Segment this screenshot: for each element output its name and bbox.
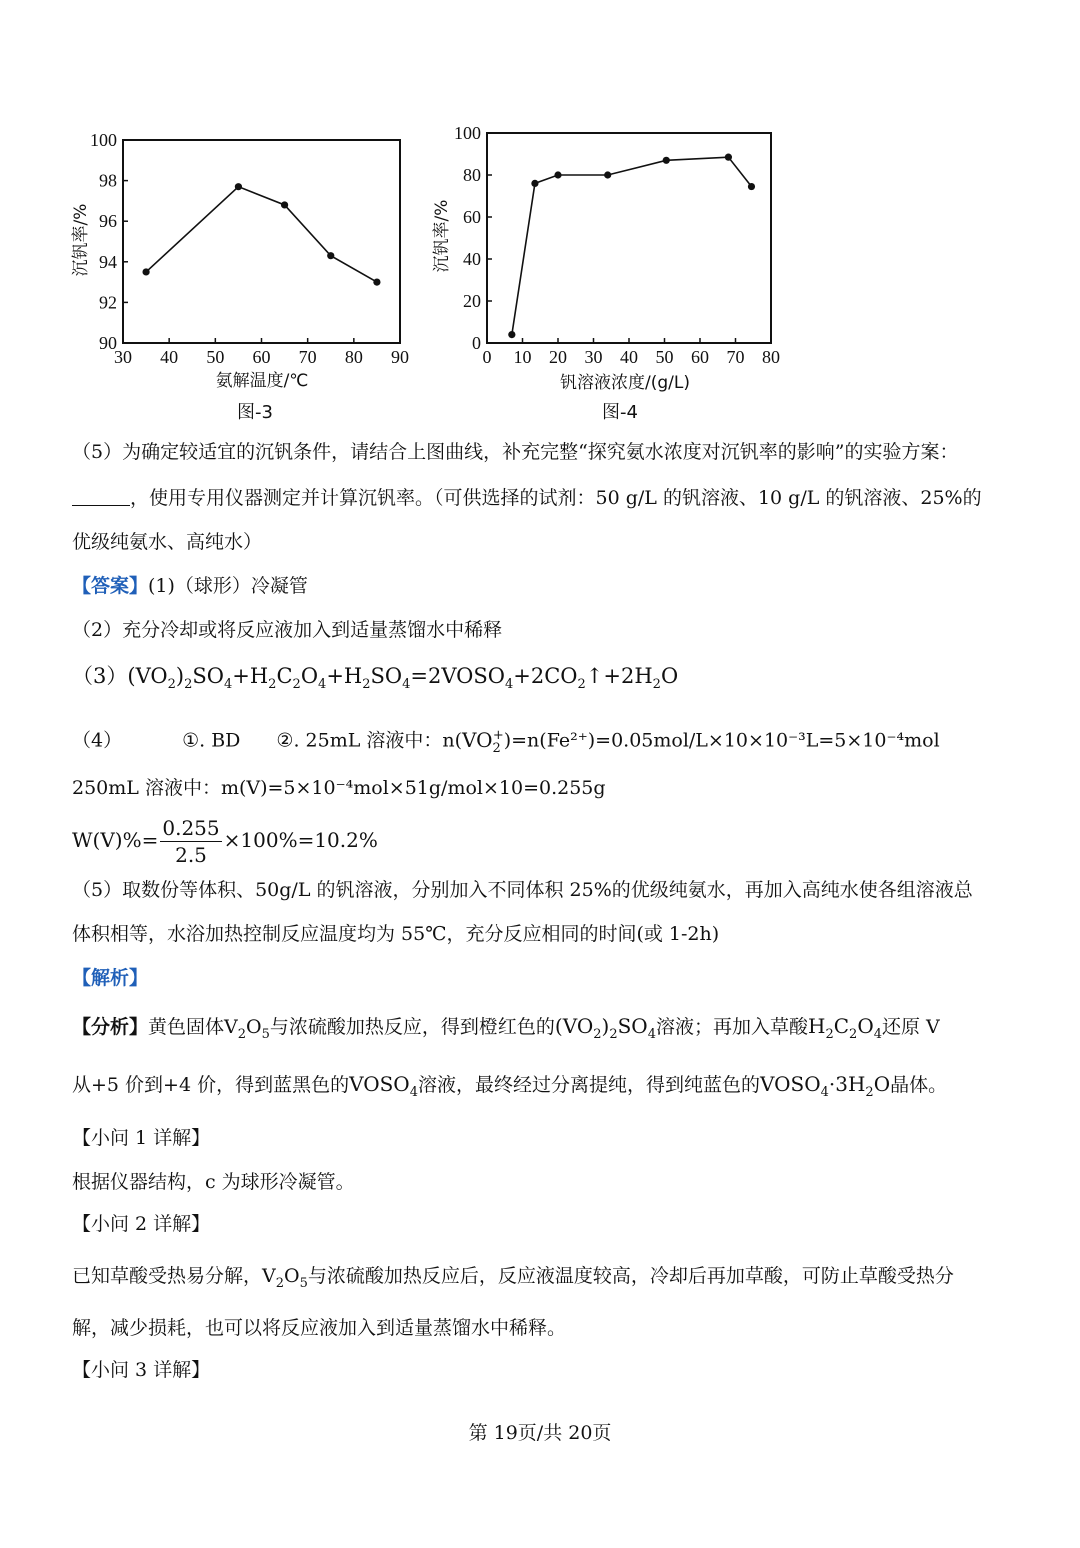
fenxi-line2-3: 晶体。: [890, 1074, 948, 1096]
fig4-xtick-label-30: 30: [584, 347, 603, 367]
answer-4-w: [72, 812, 378, 868]
fig4-ytick-label-80: 80: [463, 165, 481, 185]
sub1-tag: 【小问 1 详解】: [72, 1127, 211, 1149]
page-footer: 第 19页/共 20页: [468, 1422, 612, 1444]
vo2-plus: $VO_2^+$: [462, 727, 504, 756]
fig4-ytick-label-20: 20: [463, 291, 481, 311]
fig4-ylabel: 沉钒率/%: [432, 199, 452, 273]
answer-4-part2-prefix: ②. 25mL 溶液中：n(: [276, 729, 463, 752]
answer-4: [72, 724, 940, 761]
fig3-xlabel: 氨解温度/℃: [215, 371, 309, 391]
fig4-ytick-label-0: 0: [472, 333, 481, 353]
answer-3-prefix: （3）: [72, 664, 128, 688]
fig4-xlabel: 钒溶液浓度/(g/L): [560, 373, 690, 393]
fig3-ytick-label-96: 96: [99, 211, 117, 232]
answer-5-line1: （5）取数份等体积、50g/L 的钒溶液，分别加入不同体积 25%的优级纯氨水，再加入高纯水使各组溶液总: [72, 879, 973, 901]
answer-1: (1)（球形）冷凝管: [148, 575, 308, 597]
chart-fig3-svg: [0, 0, 1080, 430]
answer-3-equation: $(VO_2)_2SO_4+H_2C_2O_4+H_2SO_4=2VOSO_4+2CO_2↑+2H_2O$: [127, 664, 679, 693]
fig4-frame: [487, 133, 771, 343]
analysis-tag-label: 【解析】: [72, 967, 149, 989]
fig4-xtick-label-60: 60: [691, 347, 709, 367]
fig3-point-0: [142, 268, 149, 275]
q5-line2-text: ，使用专用仪器测定并计算沉钒率。（可供选择的试剂：50 g/L 的钒溶液、10 g/L 的钒溶液、25%的: [130, 487, 982, 509]
fig4-xtick-label-50: 50: [655, 347, 674, 367]
fig3-point-1: [235, 183, 242, 190]
vo2-2-so4-formula: $(VO_2)_2SO_4$: [554, 1014, 656, 1042]
fig4-xtick-label-10: 10: [513, 347, 532, 367]
sub2-tag: 【小问 2 详解】: [72, 1213, 211, 1235]
sub2-line1-b: 与浓硫酸加热反应后，反应液温度较高，冷却后再加草酸，可防止草酸受热分: [307, 1265, 954, 1287]
fig4-point-2: [554, 171, 561, 178]
q5-line2: [72, 486, 982, 510]
fig3-ylabel: 沉钒率/%: [71, 203, 91, 277]
fig4-ytick-label-60: 60: [463, 207, 481, 227]
fig3-ytick-label-92: 92: [99, 292, 117, 313]
answer-blank[interactable]: [72, 487, 130, 506]
fig4-xtick-label-80: 80: [762, 347, 780, 367]
w-fraction: [160, 815, 221, 868]
fig3-point-2: [281, 201, 288, 208]
sub2-line1-a: 已知草酸受热易分解，: [72, 1265, 263, 1287]
fig4-point-4: [663, 157, 670, 164]
fig3-ytick-label-98: 98: [99, 170, 117, 191]
answer-3: [72, 664, 678, 697]
fig3-xtick-label-30: 30: [114, 347, 132, 367]
q5-line1: （5）为确定较适宜的沉钒条件，请结合上图曲线，补充完整“探究氨水浓度对沉钒率的影响”的实验方案：: [72, 441, 959, 463]
answer-5-line2: 体积相等，水浴加热控制反应温度均为 55℃，充分反应相同的时间(或 1-2h): [72, 923, 720, 945]
fig3-xtick-label-90: 90: [391, 347, 409, 367]
answer-4-part1: ①. BD: [182, 729, 241, 752]
fig3-series-line: [146, 187, 377, 282]
fenxi-line2-2: 溶液，最终经过分离提纯，得到纯蓝色的: [417, 1074, 760, 1096]
fig3-xtick-label-50: 50: [206, 347, 225, 367]
fenxi-3: 溶液；再加入草酸: [655, 1016, 808, 1038]
chart-fig3: [0, 0, 1080, 434]
sub1-text: 根据仪器结构，c 为球形冷凝管。: [72, 1171, 355, 1193]
voso4-formula: $VOSO_4$: [349, 1072, 418, 1100]
fig3-point-3: [327, 252, 334, 259]
q5-line3: 优级纯氨水、高纯水）: [72, 531, 263, 553]
fig4-xtick-label-0: 0: [482, 347, 492, 367]
fig3-ytick-label-100: 100: [90, 130, 117, 150]
fig4-xtick-label-20: 20: [549, 347, 567, 367]
fig4-point-5: [725, 154, 732, 161]
fig4-caption: 图-4: [602, 402, 638, 423]
w-suffix: ×100%=10.2%: [223, 828, 378, 852]
fenxi-line2-1: 从+5 价到+4 价，得到蓝黑色的: [72, 1074, 350, 1096]
sub2-line1: [72, 1264, 954, 1296]
w-numerator: 0.255: [162, 816, 220, 840]
fenxi-4: 还原 V: [882, 1016, 940, 1038]
answer-4-line2: 250mL 溶液中：m(V)=5×10⁻⁴mol×51g/mol×10=0.255g: [72, 777, 606, 799]
w-denominator: 2.5: [175, 843, 207, 867]
fig4-xtick-label-70: 70: [726, 347, 745, 367]
fenxi-2: 与浓硫酸加热反应，得到橙红色的: [269, 1016, 555, 1038]
fig3-xtick-label-60: 60: [252, 347, 271, 367]
fig3-xtick-label-40: 40: [160, 347, 179, 367]
fenxi-line2: [72, 1072, 947, 1105]
answer-2: （2）充分冷却或将反应液加入到适量蒸馏水中稀释: [72, 619, 503, 641]
answer-line: [72, 574, 308, 598]
v2o5-formula-2: $V_2O_5$: [262, 1265, 308, 1291]
fig3-caption: 图-3: [237, 402, 273, 423]
fig4-point-0: [508, 331, 515, 338]
fig3-xtick-label-80: 80: [344, 347, 363, 367]
fig3-point-4: [373, 279, 380, 286]
fenxi-1: 黄色固体: [148, 1016, 225, 1038]
fig4-point-3: [604, 171, 611, 178]
fig3-ytick-label-94: 94: [99, 251, 117, 272]
fig3-xtick-label-70: 70: [298, 347, 317, 367]
answer-4-part2-suffix: )=n(Fe²⁺)=0.05mol/L×10×10⁻³L=5×10⁻⁴mol: [503, 729, 940, 752]
voso4-hydrate-formula: $VOSO_4\cdot 3H_2O$: [760, 1072, 891, 1100]
fig4-series-line: [512, 157, 752, 334]
fig3-frame: [123, 140, 400, 343]
fig4-ytick-label-100: 100: [454, 123, 481, 143]
v2o5-formula: $V_2O_5$: [224, 1016, 270, 1042]
fig4-ytick-label-40: 40: [463, 249, 481, 269]
fig3-ytick-label-90: 90: [99, 333, 117, 353]
fenxi-tag: 【分析】: [72, 1016, 149, 1038]
answer-4-prefix: （4）: [72, 729, 123, 752]
fig4-point-1: [531, 180, 538, 187]
sub2-line2: 解，减少损耗，也可以将反应液加入到适量蒸馏水中稀释。: [72, 1317, 567, 1339]
analysis-tag: [72, 966, 148, 990]
fig4-point-6: [748, 183, 755, 190]
w-prefix: W(V)%=: [72, 828, 159, 852]
h2c2o4-formula: $H_2C_2O_4$: [808, 1014, 883, 1042]
fenxi-line1: [72, 1014, 940, 1047]
sub3-tag: 【小问 3 详解】: [72, 1359, 211, 1381]
answer-tag: 【答案】: [72, 575, 149, 597]
fig4-xtick-label-40: 40: [620, 347, 638, 367]
